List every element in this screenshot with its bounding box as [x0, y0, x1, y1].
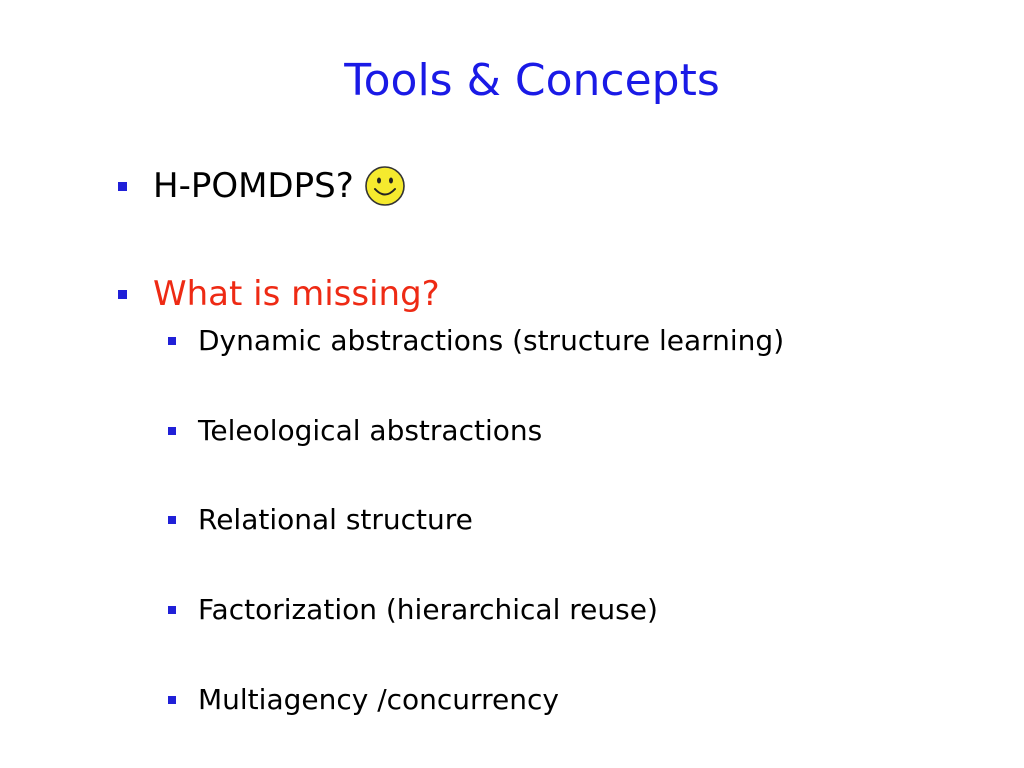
- bullet-text: H-POMDPS?: [153, 166, 354, 206]
- slide-title: Tools & Concepts: [344, 55, 720, 106]
- square-bullet-icon: [118, 182, 127, 191]
- sub-bullet-item: [168, 593, 658, 627]
- square-bullet-icon: [168, 516, 176, 524]
- square-bullet-icon: [168, 337, 176, 345]
- sub-bullet-item: [168, 324, 784, 358]
- sub-bullet-text: Dynamic abstractions (structure learning): [198, 324, 785, 357]
- sub-bullet-item: [168, 503, 473, 537]
- square-bullet-icon: [118, 290, 127, 299]
- sub-bullet-text: Multiagency /concurrency: [198, 683, 559, 716]
- bullet-item: [118, 274, 440, 314]
- bullet-item: [118, 165, 406, 207]
- sub-bullet-text: Factorization (hierarchical reuse): [198, 593, 658, 626]
- sub-bullet-text: Relational structure: [198, 503, 473, 536]
- square-bullet-icon: [168, 606, 176, 614]
- sub-bullet-text: Teleological abstractions: [198, 414, 543, 447]
- bullet-text-highlight: What is missing?: [153, 274, 440, 314]
- square-bullet-icon: [168, 427, 176, 435]
- sub-bullet-item: [168, 414, 542, 448]
- sub-bullet-item: [168, 683, 559, 717]
- smiley-face-icon: [364, 165, 406, 207]
- square-bullet-icon: [168, 696, 176, 704]
